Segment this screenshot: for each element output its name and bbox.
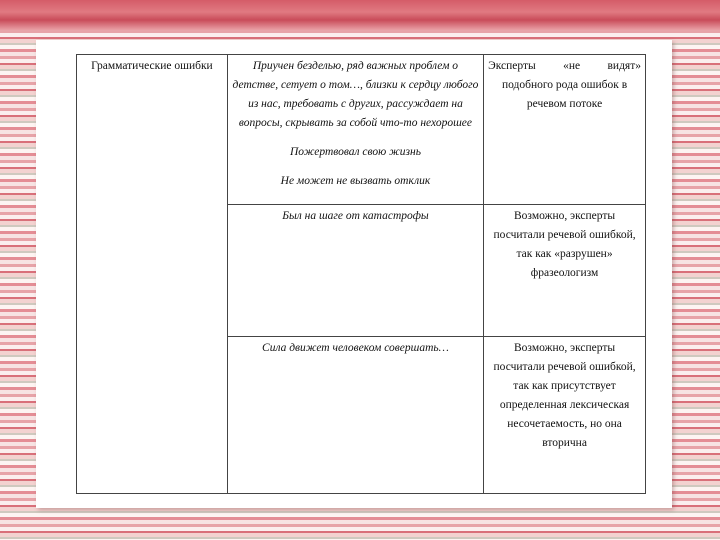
- category-label: Грамматические ошибки: [91, 60, 213, 72]
- comment-text: Возможно, эксперты посчитали речевой ошибкой, так как «разрушен» фразеологизм: [493, 210, 636, 279]
- comment-text: Возможно, эксперты посчитали речевой ошибкой, так как присутствует определенная лексическая несочетаемость, но она вторична: [493, 342, 636, 449]
- example-text: Сила движет человеком совершать…: [262, 342, 449, 354]
- example-2: Пожертвовал свою жизнь: [289, 146, 421, 158]
- example-cell: [227, 205, 483, 337]
- example-cell: [227, 337, 483, 494]
- comment-line-1: Эксперты «не видят»: [488, 60, 641, 72]
- decorative-top-band: [0, 0, 720, 30]
- comment-cell: [484, 55, 646, 205]
- slide: [36, 40, 672, 508]
- errors-table: [76, 54, 646, 494]
- category-cell: [77, 55, 228, 494]
- examples-cell: [227, 55, 483, 205]
- table-row: [77, 55, 646, 205]
- example-text: Был на шаге от катастрофы: [282, 210, 429, 222]
- example-3: Не может не вызвать отклик: [280, 175, 431, 187]
- examples-text: Приучен безделью, ряд важных проблем о детстве, сетует о том…, близки к сердцу любого из нас, требовать с других, рассуждает на вопросы, скрывать за собой что-то нехорошее: [232, 60, 479, 129]
- comment-cell: [484, 337, 646, 494]
- comment-rest: подобного рода ошибок в речевом потоке: [501, 79, 628, 110]
- comment-cell: [484, 205, 646, 337]
